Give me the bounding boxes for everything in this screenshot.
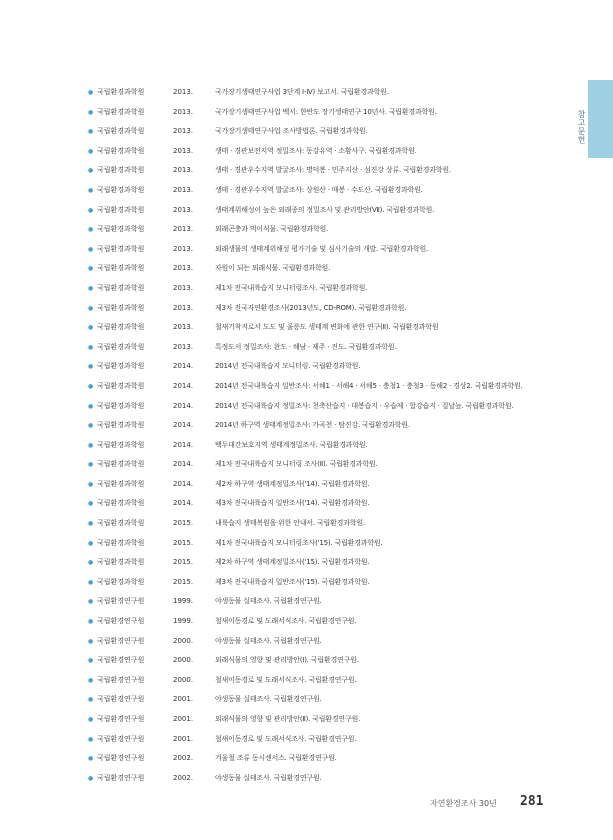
reference-year: 2013.	[173, 146, 194, 155]
reference-title: 야생동물 실태조사. 국립환경연구원.	[215, 597, 322, 606]
reference-org: 국립환경과학원	[97, 440, 145, 449]
bullet-icon: ●	[88, 657, 94, 665]
bullet-icon: ●	[88, 716, 94, 723]
bullet-icon: ●	[88, 539, 94, 547]
reference-year: 2000.	[173, 656, 194, 665]
reference-org: 국립환경과학원	[97, 401, 145, 410]
reference-item	[88, 436, 538, 456]
reference-item	[88, 83, 538, 103]
reference-year: 2014.	[173, 460, 194, 469]
reference-org: 국립환경과학원	[97, 342, 145, 351]
bullet-icon: ●	[88, 559, 94, 567]
bullet-icon: ●	[88, 89, 94, 96]
reference-title: 제2차 하구역 생태계정밀조사('15). 국립환경과학원.	[215, 558, 370, 567]
reference-year: 2014.	[173, 421, 194, 430]
bullet-icon: ●	[88, 422, 94, 430]
reference-org: 국립환경과학원	[97, 421, 145, 430]
reference-item	[88, 122, 538, 142]
reference-title: 철새이동경로 및 도래서식조사. 국립환경연구원.	[215, 734, 357, 743]
footer-book-title: 자연환경조사 30년	[430, 799, 497, 808]
reference-title: 외래생물의 생태계위해성 평가기술 및 심사기술의 개발. 국립환경과학원.	[215, 244, 429, 253]
reference-org: 국립환경과학원	[97, 479, 145, 488]
reference-item	[88, 181, 538, 201]
bullet-icon: ●	[88, 461, 94, 469]
reference-year: 2001.	[173, 734, 194, 743]
reference-item	[88, 651, 538, 671]
reference-year: 1999.	[173, 597, 194, 606]
reference-org: 국립환경과학원	[97, 499, 145, 508]
chapter-side-label: 참고문헌	[577, 110, 586, 144]
reference-title: 2014년 전국내륙습지 일반조사: 서해1 · 서해4 · 서해5 · 충청1 · 충청3 · 동해2 · 경상2. 국립환경과학원.	[215, 381, 523, 390]
reference-title: 야생동물 실태조사. 국립환경연구원.	[215, 773, 322, 782]
reference-title: 특정도서 정밀조사: 완도 · 해남 · 제주 · 진도. 국립환경과학원.	[215, 342, 397, 351]
reference-item	[88, 612, 538, 632]
reference-year: 2013.	[173, 185, 194, 194]
reference-item	[88, 514, 538, 534]
reference-title: 2014년 전국내륙습지 정밀조사: 천축산습지 · 대봉습지 · 우습제 · 합강습지 · 질날늪. 국립환경과학원.	[215, 401, 514, 410]
reference-org: 국립환경과학원	[97, 538, 145, 547]
reference-org: 국립환경과학원	[97, 283, 145, 292]
reference-year: 2013.	[173, 107, 194, 116]
reference-title: 야생동물 실태조사. 국립환경연구원.	[215, 636, 322, 645]
reference-org: 국립환경과학원	[97, 264, 145, 273]
reference-year: 1999.	[173, 617, 194, 626]
reference-year: 2013.	[173, 323, 194, 332]
reference-title: 생태 · 경관우수지역 발굴조사: 상원산 · 매봉 · 수도산. 국립환경과학원.	[215, 185, 423, 194]
reference-year: 2014.	[173, 401, 194, 410]
reference-org: 국립환경과학원	[97, 323, 145, 332]
reference-item	[88, 690, 538, 710]
reference-item	[88, 299, 538, 319]
reference-title: 철새이동경로 및 도래서식조사. 국립환경연구원.	[215, 617, 357, 626]
reference-item	[88, 142, 538, 162]
reference-org: 국립환경과학원	[97, 381, 145, 390]
reference-year: 2013.	[173, 205, 194, 214]
reference-org: 국립환경과학원	[97, 577, 145, 586]
reference-item	[88, 475, 538, 495]
reference-org: 국립환경과학원	[97, 185, 145, 194]
reference-year: 2015.	[173, 577, 194, 586]
reference-title: 야생동물 실태조사. 국립환경연구원.	[215, 695, 322, 704]
reference-title: 국가장기생태연구사업 백서: 한반도 장기생태연구 10년사. 국립환경과학원.	[215, 107, 437, 116]
reference-org: 국립환경연구원	[97, 715, 145, 723]
reference-org: 국립환경연구원	[97, 754, 145, 763]
reference-item	[88, 240, 538, 260]
reference-year: 2000.	[173, 636, 194, 645]
reference-year: 2002.	[173, 773, 194, 782]
bullet-icon: ●	[88, 755, 94, 763]
reference-title: 제3차 전국자연환경조사(2013년도, CD-ROM). 국립환경과학원.	[215, 303, 407, 312]
bullet-icon: ●	[88, 324, 94, 332]
reference-item	[88, 730, 538, 750]
reference-year: 2013.	[173, 283, 194, 292]
reference-year: 2013.	[173, 342, 194, 351]
reference-year: 2015.	[173, 519, 194, 528]
bullet-icon: ●	[88, 382, 94, 390]
reference-item	[88, 632, 538, 652]
reference-title: 제1차 전국내륙습지 모니터링조사('15). 국립환경과학원.	[215, 538, 383, 547]
reference-item	[88, 318, 538, 338]
bullet-icon: ●	[88, 245, 94, 253]
reference-title: 2014년 전국내륙습지 모니터링. 국립환경과학원.	[215, 362, 361, 371]
reference-item	[88, 357, 538, 377]
bullet-icon: ●	[88, 206, 94, 214]
reference-item	[88, 397, 538, 417]
bullet-icon: ●	[88, 637, 94, 645]
reference-org: 국립환경과학원	[97, 519, 145, 528]
reference-org: 국립환경연구원	[97, 695, 145, 704]
reference-year: 2013.	[173, 127, 194, 136]
page-number: 281	[520, 794, 544, 809]
reference-year: 2015.	[173, 538, 194, 547]
bullet-icon: ●	[88, 265, 94, 273]
reference-list	[88, 83, 538, 788]
reference-item	[88, 769, 538, 789]
reference-title: 제2차 하구역 생태계정밀조사('14). 국립환경과학원.	[215, 479, 370, 488]
reference-org: 국립환경과학원	[97, 244, 145, 253]
reference-year: 2001.	[173, 715, 194, 723]
reference-org: 국립환경연구원	[97, 636, 145, 645]
bullet-icon: ●	[88, 284, 94, 292]
reference-item	[88, 553, 538, 573]
reference-year: 2002.	[173, 754, 194, 763]
reference-title: 제1차 전국내륙습지 모니터링조사. 국립환경과학원.	[215, 283, 368, 292]
bullet-icon: ●	[88, 696, 94, 704]
reference-item	[88, 377, 538, 397]
bullet-icon: ●	[88, 480, 94, 488]
reference-org: 국립환경과학원	[97, 146, 145, 155]
reference-title: 국가장기생태연구사업 조사방법론. 국립환경과학원.	[215, 127, 368, 136]
reference-org: 국립환경과학원	[97, 362, 145, 371]
reference-year: 2013.	[173, 166, 194, 175]
reference-org: 국립환경연구원	[97, 675, 145, 684]
reference-year: 2000.	[173, 675, 194, 684]
bullet-icon: ●	[88, 304, 94, 312]
reference-item	[88, 201, 538, 221]
reference-title: 생태계위해성이 높은 외래종의 정밀조사 및 관리방안(Ⅶ). 국립환경과학원.	[215, 205, 435, 214]
bullet-icon: ●	[88, 676, 94, 684]
reference-title: 2014년 하구역 생태계정밀조사: 가곡천 · 탐진강. 국립환경과학원.	[215, 421, 410, 430]
reference-org: 국립환경연구원	[97, 656, 145, 665]
reference-title: 국가장기생태연구사업 3단계 Ⅰ-Ⅳ) 보고서. 국립환경과학원.	[215, 88, 389, 96]
bullet-icon: ●	[88, 500, 94, 508]
reference-title: 제3차 전국내륙습지 일반조사('15). 국립환경과학원.	[215, 577, 370, 586]
bullet-icon: ●	[88, 167, 94, 175]
reference-org: 국립환경과학원	[97, 558, 145, 567]
reference-item	[88, 749, 538, 769]
reference-org: 국립환경과학원	[97, 107, 145, 116]
reference-org: 국립환경과학원	[97, 303, 145, 312]
bullet-icon: ●	[88, 441, 94, 449]
reference-org: 국립환경연구원	[97, 773, 145, 782]
bullet-icon: ●	[88, 735, 94, 743]
reference-item	[88, 592, 538, 612]
reference-org: 국립환경과학원	[97, 88, 145, 96]
bullet-icon: ●	[88, 598, 94, 606]
bullet-icon: ●	[88, 108, 94, 116]
bullet-icon: ●	[88, 186, 94, 194]
bullet-icon: ●	[88, 520, 94, 528]
reference-title: 자원이 되는 외래식물. 국립환경과학원.	[215, 264, 331, 273]
reference-org: 국립환경과학원	[97, 127, 145, 136]
reference-year: 2013.	[173, 303, 194, 312]
reference-title: 내륙습지 생태복원을 위한 안내서. 국립환경과학원.	[215, 519, 365, 528]
bullet-icon: ●	[88, 618, 94, 626]
reference-title: 외래식물의 영향 및 관리방안(Ⅰ). 국립환경연구원.	[215, 656, 359, 665]
reference-org: 국립환경과학원	[97, 460, 145, 469]
bullet-icon: ●	[88, 402, 94, 410]
reference-title: 생태 · 경관보전지역 정밀조사: 동강유역 · 소황사구. 국립환경과학원.	[215, 146, 417, 155]
reference-title: 제1차 전국내륙습지 모니터링 조사(Ⅱ). 국립환경과학원.	[215, 460, 378, 469]
reference-year: 2014.	[173, 440, 194, 449]
reference-item	[88, 534, 538, 554]
reference-year: 2015.	[173, 558, 194, 567]
bullet-icon: ●	[88, 147, 94, 155]
reference-year: 2013.	[173, 88, 194, 96]
reference-org: 국립환경과학원	[97, 205, 145, 214]
reference-item	[88, 279, 538, 299]
reference-org: 국립환경연구원	[97, 617, 145, 626]
reference-year: 2014.	[173, 479, 194, 488]
chapter-side-tab	[588, 80, 613, 158]
reference-item	[88, 573, 538, 593]
reference-title: 백두대간보호지역 생태계정밀조사. 국립환경과학원.	[215, 440, 368, 449]
reference-title: 철새이동경로 및 도래서식조사. 국립환경연구원.	[215, 675, 357, 684]
reference-year: 2014.	[173, 362, 194, 371]
reference-item	[88, 161, 538, 181]
reference-org: 국립환경과학원	[97, 166, 145, 175]
reference-item	[88, 259, 538, 279]
reference-title: 제3차 전국내륙습지 일반조사('14). 국립환경과학원.	[215, 499, 370, 508]
bullet-icon: ●	[88, 578, 94, 586]
reference-org: 국립환경과학원	[97, 225, 145, 234]
reference-item	[88, 455, 538, 475]
reference-item	[88, 416, 538, 436]
reference-title: 생태 · 경관우수지역 발굴조사: 명덕봉 · 민주지산 · 섬진강 상류. 국립환경과학원.	[215, 166, 451, 175]
reference-item	[88, 710, 538, 730]
reference-title: 외래식물의 영향 및 관리방안(Ⅱ). 국립환경연구원.	[215, 715, 361, 723]
reference-year: 2014.	[173, 381, 194, 390]
reference-year: 2001.	[173, 695, 194, 704]
bullet-icon: ●	[88, 774, 94, 782]
bullet-icon: ●	[88, 343, 94, 351]
reference-year: 2013.	[173, 244, 194, 253]
bullet-icon: ●	[88, 226, 94, 234]
reference-org: 국립환경연구원	[97, 734, 145, 743]
reference-title: 철새기착지로서 도도 및 울릉도 생태계 변화에 관한 연구(Ⅱ). 국립환경과학원	[215, 323, 439, 332]
reference-item	[88, 494, 538, 514]
bullet-icon: ●	[88, 363, 94, 371]
reference-title: 겨울철 조류 동시센서스. 국립환경연구원.	[215, 754, 337, 763]
reference-title: 외래곤충과 먹이식물. 국립환경과학원.	[215, 225, 329, 234]
reference-org: 국립환경연구원	[97, 597, 145, 606]
reference-year: 2013.	[173, 264, 194, 273]
reference-year: 2013.	[173, 225, 194, 234]
reference-item	[88, 338, 538, 358]
reference-item	[88, 671, 538, 691]
bullet-icon: ●	[88, 128, 94, 136]
reference-year: 2014.	[173, 499, 194, 508]
reference-item	[88, 220, 538, 240]
reference-item	[88, 103, 538, 123]
